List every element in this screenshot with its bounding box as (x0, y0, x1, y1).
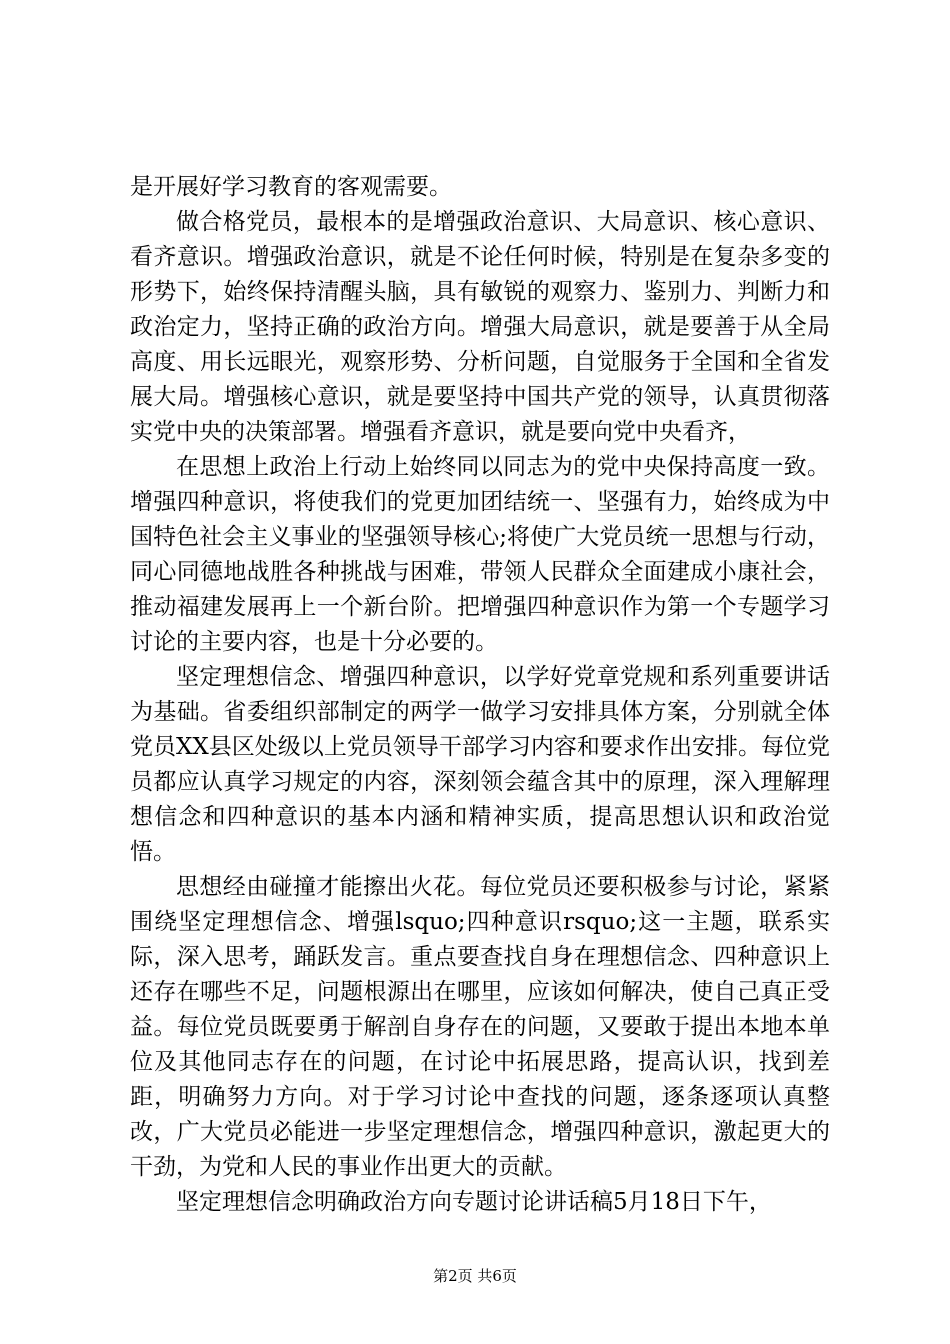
page-number-footer: 第2页 共6页 (433, 1267, 517, 1285)
document-body (130, 170, 830, 1220)
paragraph: 在思想上政治上行动上始终同以同志为的党中央保持高度一致。增强四种意识，将使我们的党更加团结统一、坚强有力，始终成为中国特色社会主义事业的坚强领导核心;将使广大党员统一思想与行动，同心同德地战胜各种挑战与困难，带领人民群众全面建成小康社会，推动福建发展再上一个新台阶。把增强四种意识作为第一个专题学习讨论的主要内容，也是十分必要的。 (130, 454, 830, 655)
paragraph: 坚定理想信念、增强四种意识，以学好党章党规和系列重要讲话为基础。省委组织部制定的两学一做学习安排具体方案，分别就全体党员XX县区处级以上党员领导干部学习内容和要求作出安排。每位党员都应认真学习规定的内容，深刻领会蕴含其中的原理，深入理解理想信念和四种意识的基本内涵和精神实质，提高思想认识和政治觉悟。 (130, 664, 830, 865)
paragraph: 做合格党员，最根本的是增强政治意识、大局意识、核心意识、看齐意识。增强政治意识，就是不论任何时候，特别是在复杂多变的形势下，始终保持清醒头脑，具有敏锐的观察力、鉴别力、判断力和政治定力，坚持正确的政治方向。增强大局意识，就是要善于从全局高度、用长远眼光，观察形势、分析问题，自觉服务于全国和全省发展大局。增强核心意识，就是要坚持中国共产党的领导，认真贯彻落实党中央的决策部署。增强看齐意识，就是要向党中央看齐， (130, 209, 830, 445)
paragraph: 坚定理想信念明确政治方向专题讨论讲话稿5月18日下午， (176, 1189, 772, 1215)
paragraph: 是开展好学习教育的客观需要。 (130, 174, 452, 200)
paragraph: 思想经由碰撞才能擦出火花。每位党员还要积极参与讨论，紧紧围绕坚定理想信念、增强lsquo;四种意识rsquo;这一主题，联系实际，深入思考，踊跃发言。重点要查找自身在理想信念、四种意识上还存在哪些不足，问题根源出在哪里，应该如何解决，使自己真正受益。每位党员既要勇于解剖自身存在的问题，又要敢于提出本地本单位及其他同志存在的问题，在讨论中拓展思路，提高认识，找到差距，明确努力方向。对于学习讨论中查找的问题，逐条逐项认真整改，广大党员必能进一步坚定理想信念，增强四种意识，激起更大的干劲，为党和人民的事业作出更大的贡献。 (130, 874, 830, 1180)
